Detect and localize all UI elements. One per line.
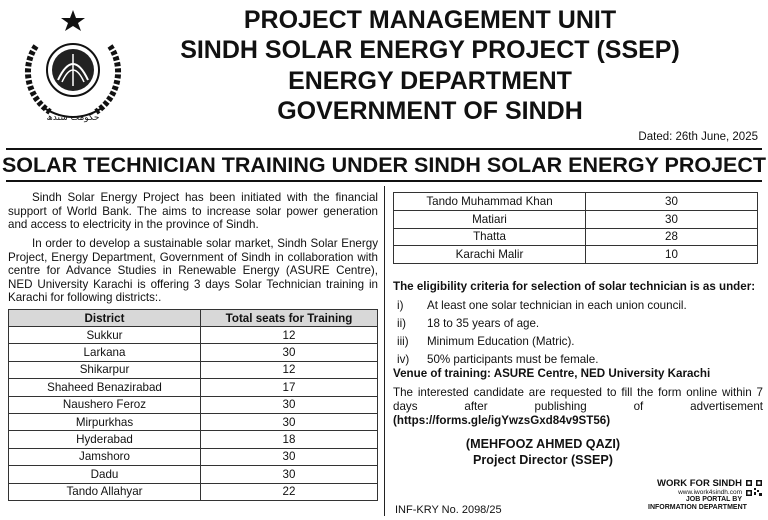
work-for-sindh-logo [648,478,747,512]
column-divider [384,186,385,516]
logo-line-2: INFORMATION DEPARTMENT [648,504,747,511]
seats-cell: 30 [201,466,378,483]
item-text: 50% participants must be female. [427,353,599,367]
seats-cell: 30 [201,413,378,430]
reference-number: INF-KRY No. 2098/25 [395,504,502,516]
title-banner [1,148,767,182]
item-number: iv) [397,353,410,367]
government-of-sindh-emblem [14,8,132,128]
banner-title: SOLAR TECHNICIAN TRAINING UNDER SINDH SOLAR ENERGY PROJECT [1,152,767,177]
district-cell: Tando Muhammad Khan [394,193,586,211]
table-row [9,396,378,413]
district-seats-table [8,309,378,501]
item-text: 18 to 35 years of age. [427,316,540,330]
district-cell: Sukkur [9,327,201,344]
district-cell: Thatta [394,228,586,246]
table-row [9,431,378,448]
eligibility-title: The eligibility criteria for selection of solar technician is as under: [393,280,756,293]
table-row [9,448,378,465]
list-item [393,332,763,350]
table-row [394,228,758,246]
svg-text:حکومت سندھ: حکومت سندھ [46,113,100,123]
logo-url: www.iwork4sindh.com [678,489,742,496]
seats-cell: 30 [586,210,758,228]
seats-cell: 18 [201,431,378,448]
seats-cell: 30 [201,448,378,465]
header-line-4: GOVERNMENT OF SINDH [277,97,583,125]
item-number: i) [397,298,404,312]
qr-code-icon [746,480,762,496]
apply-instructions [393,386,763,428]
seats-cell: 12 [201,361,378,378]
list-item [393,314,763,332]
table-row [9,361,378,378]
district-cell: Dadu [9,466,201,483]
header-line-2: SINDH SOLAR ENERGY PROJECT (SSEP) [180,36,680,64]
seats-cell: 30 [586,193,758,211]
date-line: Dated: 26th June, 2025 [638,131,758,143]
eligibility-list [393,296,763,369]
seats-cell: 10 [586,246,758,264]
intro-paragraph-2: In order to develop a sustainable solar market, Sindh Solar Energy Project, Energy Department, Government of Sindh in collaboration with centre for Advance Studies in Renewable Energy (ASURE Centre), NED University Karachi is offering 3 days Solar Technician training in Karachi for following districts:. [8,237,378,304]
item-text: Minimum Education (Matric). [427,334,575,348]
column-header-district: District [9,310,201,327]
district-cell: Jamshoro [9,448,201,465]
seats-cell: 30 [201,344,378,361]
district-cell: Shikarpur [9,361,201,378]
table-row [394,193,758,211]
table-row [9,344,378,361]
form-link[interactable]: (https://forms.gle/igYwzsGxd84v9ST56) [393,414,611,427]
header-line-1: PROJECT MANAGEMENT UNIT [243,6,617,34]
district-cell: Matiari [394,210,586,228]
item-number: iii) [397,334,409,348]
district-cell: Karachi Malir [394,246,586,264]
district-cell: Hyderabad [9,431,201,448]
district-cell: Shaheed Benazirabad [9,379,201,396]
seats-cell: 28 [586,228,758,246]
table-row [9,466,378,483]
logo-line-1: JOB PORTAL BY [685,496,742,503]
table-row [9,327,378,344]
district-seats-table-continued [393,192,758,264]
logo-title: WORK FOR SINDH [657,478,742,489]
district-cell: Naushero Feroz [9,396,201,413]
table-row [9,413,378,430]
seats-cell: 22 [201,483,378,500]
list-item [393,296,763,314]
district-cell: Larkana [9,344,201,361]
seats-cell: 17 [201,379,378,396]
table-row [9,379,378,396]
item-text: At least one solar technician in each union council. [427,298,687,312]
item-number: ii) [397,316,407,330]
table-row [394,246,758,264]
table-header-row [9,310,378,327]
district-cell: Tando Allahyar [9,483,201,500]
seats-cell: 12 [201,327,378,344]
table-row [394,210,758,228]
signatory-name: (MEHFOOZ AHMED QAZI) [465,437,621,451]
signatory-title: Project Director (SSEP) [473,453,613,467]
apply-text: The interested candidate are requested to fill the form online within 7 days after publishing of advertisement [393,386,763,413]
header-line-3: ENERGY DEPARTMENT [288,67,572,95]
intro-paragraph-1: Sindh Solar Energy Project has been initiated with the financial support of World Bank. The aims to increase solar power generation and access to electricity in the province of Sindh. [8,191,378,231]
venue-line: Venue of training: ASURE Centre, NED University Karachi [393,367,711,380]
seats-cell: 30 [201,396,378,413]
column-header-seats: Total seats for Training [201,310,378,327]
table-row [9,483,378,500]
district-cell: Mirpurkhas [9,413,201,430]
